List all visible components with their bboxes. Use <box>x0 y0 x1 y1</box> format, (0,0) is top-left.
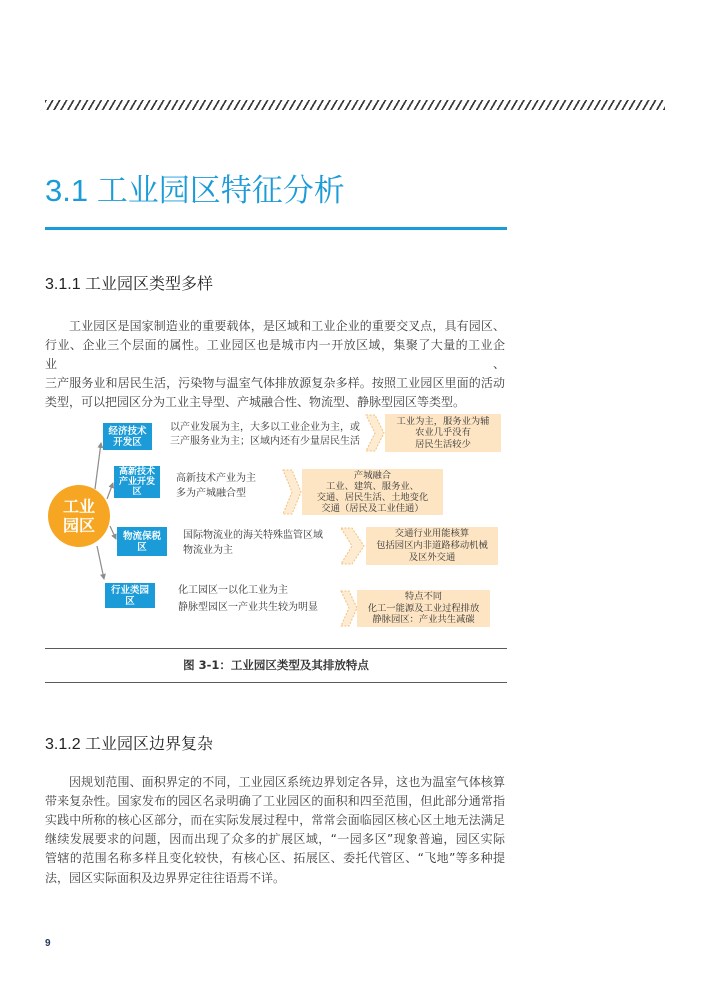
description-line: 物流业为主 <box>183 545 233 556</box>
paragraph-line: 继续发展要求的问题，因而出现了众多的扩展区域，“一园多区”现象普遍，园区实际 <box>45 832 505 847</box>
feature-line: 及区外交通 <box>408 552 456 563</box>
center-node-industrial-park <box>48 485 110 547</box>
page-number: 9 <box>45 938 51 949</box>
park-type-label: 区 <box>132 487 142 497</box>
emission-feature-box <box>385 414 501 452</box>
park-type-description <box>170 421 360 449</box>
description-line: 三产服务业为主；区域内还有少量居民生活 <box>170 436 360 447</box>
description-line: 高新技术产业为主 <box>176 473 256 484</box>
park-type-label: 区 <box>137 541 147 553</box>
park-type-box <box>103 423 152 450</box>
paragraph-line: 行业、企业三个层面的属性。工业园区也是城市内一开放区域，集聚了大量的工业企业、 <box>45 337 505 371</box>
feature-line: 农业几乎没有 <box>415 427 471 439</box>
feature-line: 交通（居民及工业佳通） <box>321 503 424 514</box>
feature-line: 产城融合 <box>353 470 392 481</box>
description-line: 多为产城融合型 <box>176 488 246 499</box>
emission-feature-box <box>357 590 490 627</box>
subsection-title: 3.1.2 工业园区边界复杂 <box>45 736 214 753</box>
paragraph-line: 实践中所称的核心区部分，而在实际发展过程中，常常会面临园区核心区土地无法满足 <box>45 812 505 827</box>
feature-line: 工业为主，服务业为辅 <box>396 415 490 427</box>
chevron-arrow-decoration <box>341 528 364 564</box>
park-type-label: 行业类园 <box>110 584 149 596</box>
chevron-arrow-decoration <box>366 415 384 451</box>
park-type-box <box>114 466 160 498</box>
park-type-description <box>176 471 256 501</box>
subsection-title: 3.1.1 工业园区类型多样 <box>45 276 214 293</box>
figure-caption: 图 3-1：工业园区类型及其排放特点 <box>183 658 369 672</box>
paragraph-line: 类型，可以把园区分为工业主导型、产城融合性、物流型、静脉型园区等类型。 <box>45 394 466 409</box>
description-line: 国际物流业的海关特殊监管区域 <box>183 530 323 541</box>
body-paragraph <box>45 317 505 412</box>
park-type-label: 高新技术 <box>118 467 155 477</box>
feature-line: 工业、建筑、服务业、 <box>326 481 419 492</box>
paragraph-line: 法，园区实际面积及边界界定往往语焉不详。 <box>45 870 286 885</box>
hatched-divider <box>45 100 665 110</box>
chevron-arrow-decoration <box>283 470 301 514</box>
caption-rule-bottom <box>45 682 507 683</box>
paragraph-line: 工业园区是国家制造业的重要载体，是区域和工业企业的重要交叉点，具有园区、 <box>69 318 505 333</box>
connector-arrow <box>95 443 101 489</box>
paragraph-line: 因规划范围、面积界定的不同，工业园区系统边界划定各异，这也为温室气体核算 <box>69 774 505 789</box>
park-type-description <box>183 528 323 558</box>
center-node-label: 工业 <box>62 497 95 516</box>
feature-line: 交通行业用能核算 <box>394 528 470 539</box>
center-node-label: 园区 <box>62 516 95 535</box>
description-line: 以产业发展为主，大多以工业企业为主，或 <box>170 422 360 433</box>
paragraph-line: 带来复杂性。国家发布的园区名录明确了工业园区的面积和四至范围，但此部分通常指 <box>45 793 505 808</box>
title-underline <box>45 227 507 230</box>
caption-rule-top <box>45 648 507 649</box>
emission-feature-box <box>366 527 498 565</box>
emission-feature-box <box>302 469 443 515</box>
park-type-box <box>105 583 155 608</box>
connector-arrow <box>97 546 104 579</box>
feature-line: 静脉园区：产业共生减碳 <box>372 614 475 626</box>
park-type-label: 开发区 <box>113 436 142 448</box>
chevron-arrow-decoration <box>341 591 357 626</box>
connector-arrow <box>107 483 113 499</box>
park-type-box <box>117 527 167 556</box>
feature-line: 包括园区内非道路移动机械 <box>376 540 488 551</box>
park-type-label: 经济技术 <box>108 425 147 437</box>
feature-line: 交通、居民生活、土地变化 <box>316 492 429 503</box>
body-paragraph <box>45 773 505 888</box>
paragraph-line: 三产服务业和居民生活，污染物与温室气体排放源复杂多样。按照工业园区里面的活动 <box>45 375 505 390</box>
section-title: 3.1 工业园区特征分析 <box>45 173 345 208</box>
feature-line: 特点不同 <box>404 591 443 603</box>
feature-line: 化工一能源及工业过程排放 <box>367 602 480 614</box>
park-type-description <box>178 582 318 616</box>
park-type-label: 物流保税 <box>122 530 161 542</box>
park-type-label: 产业开发 <box>118 477 155 487</box>
feature-line: 居民生活较少 <box>415 438 471 450</box>
paragraph-line: 管辖的范围名称多样且变化较快，有核心区、拓展区、委托代管区、“飞地”等多种提 <box>45 851 505 866</box>
description-line: 静脉型园区一产业共生较为明显 <box>178 602 318 613</box>
description-line: 化工园区一以化工业为主 <box>178 585 288 596</box>
park-type-label: 区 <box>125 595 135 607</box>
connector-arrow <box>110 526 116 539</box>
